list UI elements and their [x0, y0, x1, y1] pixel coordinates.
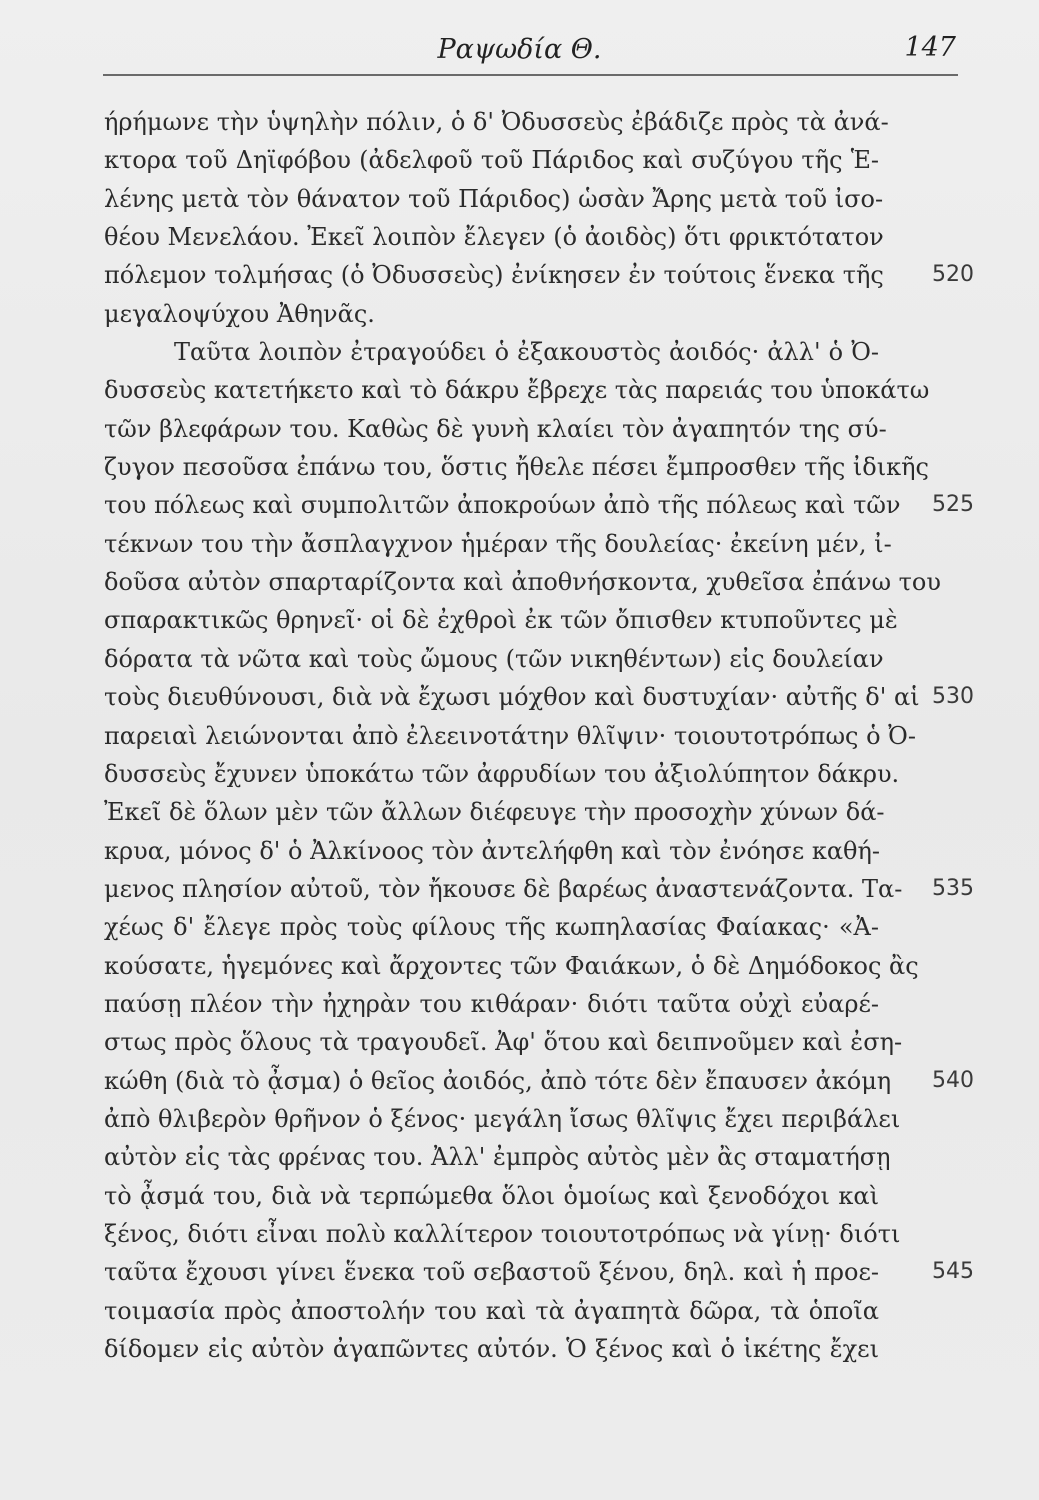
body-text — [104, 103, 974, 1368]
text-line: δόρατα τὰ νῶτα καὶ τοὺς ὤμους (τῶν νικηθέντων) εἰς δουλείαν — [104, 644, 884, 673]
text-line: κτορα τοῦ Δηϊφόβου (ἀδελφοῦ τοῦ Πάριδος καὶ συζύγου τῆς Ἑ- — [104, 146, 879, 175]
text-line: κούσατε, ἡγεμόνες καὶ ἄρχοντες τῶν Φαιάκων, ὁ δὲ Δημόδοκος ἂς — [104, 951, 919, 980]
line-number: 520 — [932, 262, 974, 288]
text-line: παύσῃ πλέον τὴν ἠχηρὰν του κιθάραν· διότι ταῦτα οὐχὶ εὐαρέ- — [104, 989, 879, 1018]
text-line: δυσσεὺς κατετήκετο καὶ τὸ δάκρυ ἔβρεχε τὰς παρειάς του ὑποκάτω — [104, 376, 930, 405]
line-number: 530 — [932, 684, 974, 710]
text-line: μενος πλησίον αὐτοῦ, τὸν ἤκουσε δὲ βαρέως ἀναστενάζοντα. Τα- 535 — [104, 870, 879, 908]
chapter-title: Ραψωδία Θ. — [437, 34, 602, 65]
text-line: τέκνων του τὴν ἄσπλαγχνον ἡμέραν τῆς δουλείας· ἐκείνη μέν, ἰ- — [104, 529, 892, 558]
text-line: ζυγον πεσοῦσα ἐπάνω του, ὅστις ἤθελε πέσει ἔμπροσθεν τῆς ἰδικῆς — [104, 453, 929, 482]
text-line: αὐτὸν εἰς τὰς φρένας του. Ἀλλ' ἐμπρὸς αὐτὸς μὲν ἂς σταματήσῃ — [104, 1143, 891, 1172]
text-line: ήρήμωνε τὴν ὑψηλὴν πόλιν, ὁ δ' Ὀδυσσεὺς ἐβάδιζε πρὸς τὰ ἀνά- — [104, 108, 889, 136]
line-number: 545 — [932, 1259, 974, 1285]
line-number: 535 — [932, 875, 974, 901]
text-line: θέου Μενελάου. Ἐκεῖ λοιπὸν ἔλεγεν (ὁ ἀοιδὸς) ὅτι φρικτότατον — [104, 223, 884, 252]
text-line: τὸ ᾆσμά του, διὰ νὰ τερπώμεθα ὅλοι ὁμοίως καὶ ξενοδόχοι καὶ — [104, 1181, 879, 1210]
text-line: ξένος, διότι εἶναι πολὺ καλλίτερον τοιουτοτρόπως νὰ γίνῃ· διότι — [104, 1219, 901, 1248]
header-rule — [103, 74, 958, 76]
page-number: 147 — [904, 32, 956, 63]
text-line: Ἐκεῖ δὲ ὅλων μὲν τῶν ἄλλων διέφευγε τὴν προσοχὴν χύνων δά- — [104, 798, 885, 827]
text-line: τοιμασία πρὸς ἀποστολήν του καὶ τὰ ἀγαπητὰ δῶρα, τὰ ὁποῖα — [104, 1296, 879, 1325]
text-line: παρειαὶ λειώνονται ἀπὸ ἐλεεινοτάτην θλῖψιν· τοιουτοτρόπως ὁ Ὀ- — [104, 721, 916, 750]
text-line: Ταῦτα λοιπὸν ἐτραγούδει ὁ ἐξακουστὸς ἀοιδός· ἀλλ' ὁ Ὀ- — [174, 338, 879, 367]
text-line: μεγαλοψύχου Ἀθηνᾶς. — [104, 299, 375, 328]
text-line: δοῦσα αὐτὸν σπαρταρίζοντα καὶ ἀποθνήσκοντα, χυθεῖσα ἐπάνω του — [104, 568, 941, 597]
text-line: δυσσεὺς ἔχυνεν ὑποκάτω τῶν ἀφρυδίων του ἀξιολύπητον δάκρυ. — [104, 759, 900, 788]
text-line: ἀπὸ θλιβερὸν θρῆνον ὁ ξένος· μεγάλη ἴσως θλῖψις ἔχει περιβάλει — [104, 1104, 901, 1133]
text-line: χέως δ' ἔλεγε πρὸς τοὺς φίλους τῆς κωπηλασίας Φαίακας· «Ἀ- — [104, 913, 879, 942]
text-line: σπαρακτικῶς θρηνεῖ· οἱ δὲ ἐχθροὶ ἐκ τῶν ὄπισθεν κτυποῦντες μὲ — [104, 606, 898, 635]
text-line: του πόλεως καὶ συμπολιτῶν ἀποκρούων ἀπὸ τῆς πόλεως καὶ τῶν 525 — [104, 486, 879, 524]
line-number: 525 — [932, 492, 974, 518]
line-number: 540 — [932, 1067, 974, 1093]
text-line: ταῦτα ἔχουσι γίνει ἕνεκα τοῦ σεβαστοῦ ξένου, δηλ. καὶ ἡ προε- 545 — [104, 1253, 879, 1291]
text-line: κώθη (διὰ τὸ ᾆσμα) ὁ θεῖος ἀοιδός, ἀπὸ τότε δὲν ἔπαυσεν ἀκόμη 540 — [104, 1062, 879, 1100]
text-line: τῶν βλεφάρων του. Καθὼς δὲ γυνὴ κλαίει τὸν ἀγαπητόν της σύ- — [104, 414, 887, 443]
text-line: τοὺς διευθύνουσι, διὰ νὰ ἔχωσι μόχθον καὶ δυστυχίαν· αὐτῆς δ' αἱ 530 — [104, 678, 879, 716]
text-line: πόλεμον τολμήσας (ὁ Ὀδυσσεὺς) ἐνίκησεν ἐν τούτοις ἕνεκα τῆς 520 — [104, 256, 879, 294]
text-line: κρυα, μόνος δ' ὁ Ἀλκίνοος τὸν ἀντελήφθη καὶ τὸν ἐνόησε καθή- — [104, 836, 880, 865]
text-line: δίδομεν εἰς αὐτὸν ἀγαπῶντες αὐτόν. Ὁ ξένος καὶ ὁ ἱκέτης ἔχει — [104, 1335, 879, 1363]
text-line: λένης μετὰ τὸν θάνατον τοῦ Πάριδος) ὡσὰν Ἄρης μετὰ τοῦ ἰσο- — [104, 184, 884, 213]
text-line: στως πρὸς ὅλους τὰ τραγουδεῖ. Ἀφ' ὅτου καὶ δειπνοῦμεν καὶ ἐση- — [104, 1028, 903, 1057]
